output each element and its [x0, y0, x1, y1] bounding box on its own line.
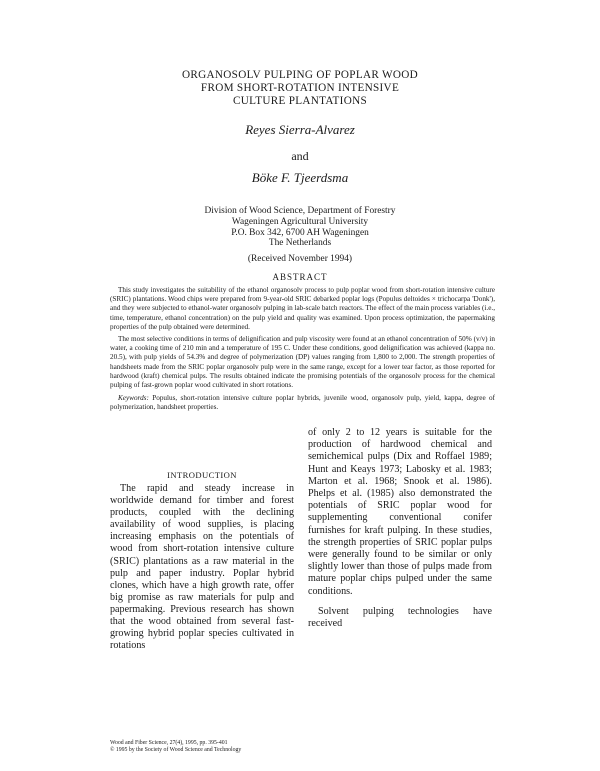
journal-footnote [110, 740, 294, 753]
title-line: ORGANOSOLV PULPING OF POPLAR WOOD [182, 69, 418, 81]
left-column-text [110, 483, 294, 652]
author-name: Böke F. Tjeerdsma [251, 170, 349, 185]
received-date: (Received November 1994) [247, 254, 353, 264]
right-column-text [308, 427, 492, 630]
affiliation-line: P.O. Box 342, 6700 AH Wageningen [231, 227, 369, 238]
abstract-paragraph: This study investigates the suitability of the ethanol organosolv process to pulp poplar wood from short-rotation intensive culture (SRIC) plantations. Wood chips were prepared from 9-year-old SRIC debarked poplar logs (Populus deltoides × trichocarpa 'Donk'), and they were subjected to ethanol-water organosolv pulping in lab-scale batch reactors. The effect of the main process variables (i.e., time, temperature, ethanol concentration) on the pulp yield and quality was examined. Upon process optimization, the papermaking properties of the pulp obtained were determined. [110, 286, 495, 331]
title-line: CULTURE PLANTATIONS [233, 95, 367, 107]
title-line: FROM SHORT-ROTATION INTENSIVE [200, 82, 400, 94]
author-conjunction: and [291, 149, 309, 163]
footnote-line: © 1995 by the Society of Wood Science and Technology [110, 746, 242, 753]
body-paragraph: of only 2 to 12 years is suitable for the production of hardwood chemical and semichemical pulps (Dix and Roffael 1989; Hunt and Keays 1973; Labosky et al. 1983; Marton et al. 1968; Snook et al. 1986). Phelps et al. (1985) also demonstrated the potentials of SRIC poplar wood for supplementing conventional conifer furnishes for kraft pulping. In these studies, the strength properties of SRIC poplar pulps were generally found to be similar or only slightly lower than those of pulps made from mature poplar chips pulped under the same conditions. [308, 427, 492, 597]
abstract-heading: ABSTRACT [272, 272, 328, 282]
affiliation-line: The Netherlands [268, 238, 332, 249]
keywords [110, 394, 495, 412]
body-paragraph: Solvent pulping technologies have received [308, 605, 492, 630]
section-heading: INTRODUCTION [167, 470, 237, 480]
abstract-paragraph: The most selective conditions in terms of delignification and pulp viscosity were found at an ethanol concentration of 50% (v/v) in water, a cooking time of 210 min and a temperature of 195 C. Under these conditions, good delignification was achieved (kappa no. 20.5), with pulp yields of 54.3% and degree of polymerization (DP) values ranging from 1,800 to 2,000. The strength properties of handsheets made from the SRIC poplar organosolv pulp were in the same range, except for a lower tear factor, as those reported for hardwood (kraft) chemical pulps. The results obtained indicate the promising potentials of the organosolv process for the chemical pulping of fast-grown poplar wood cultivated in short rotations. [110, 335, 495, 390]
keywords-text: Populus, short-rotation intensive culture poplar hybrids, juvenile wood, organosolv pulp, yield, kappa, degree of polymerization, handsheet properties. [110, 394, 495, 412]
paper-title [100, 69, 500, 108]
abstract-body [110, 286, 495, 413]
author-name: Reyes Sierra-Alvarez [245, 122, 355, 137]
affiliation-line: Wageningen Agricultural University [231, 216, 369, 227]
affiliation [100, 206, 500, 249]
footnote-line: Wood and Fiber Science, 27(4), 1995, pp. 395-401 [110, 740, 228, 746]
body-paragraph: The rapid and steady increase in worldwide demand for timber and forest products, coupled with the declining availability of wood supplies, is placing increasing emphasis on the potentials of wood from short-rotation intensive culture (SRIC) plantations as a raw material in the pulp and paper industry. Poplar hybrid clones, which have a high growth rate, offer big promise as raw materials for pulp and papermaking. Previous research has shown that the wood obtained from several fast-growing hybrid poplar species cultivated in rotations [110, 483, 294, 652]
keywords-label: Keywords: [118, 394, 149, 403]
affiliation-line: Division of Wood Science, Department of Forestry [204, 206, 396, 216]
